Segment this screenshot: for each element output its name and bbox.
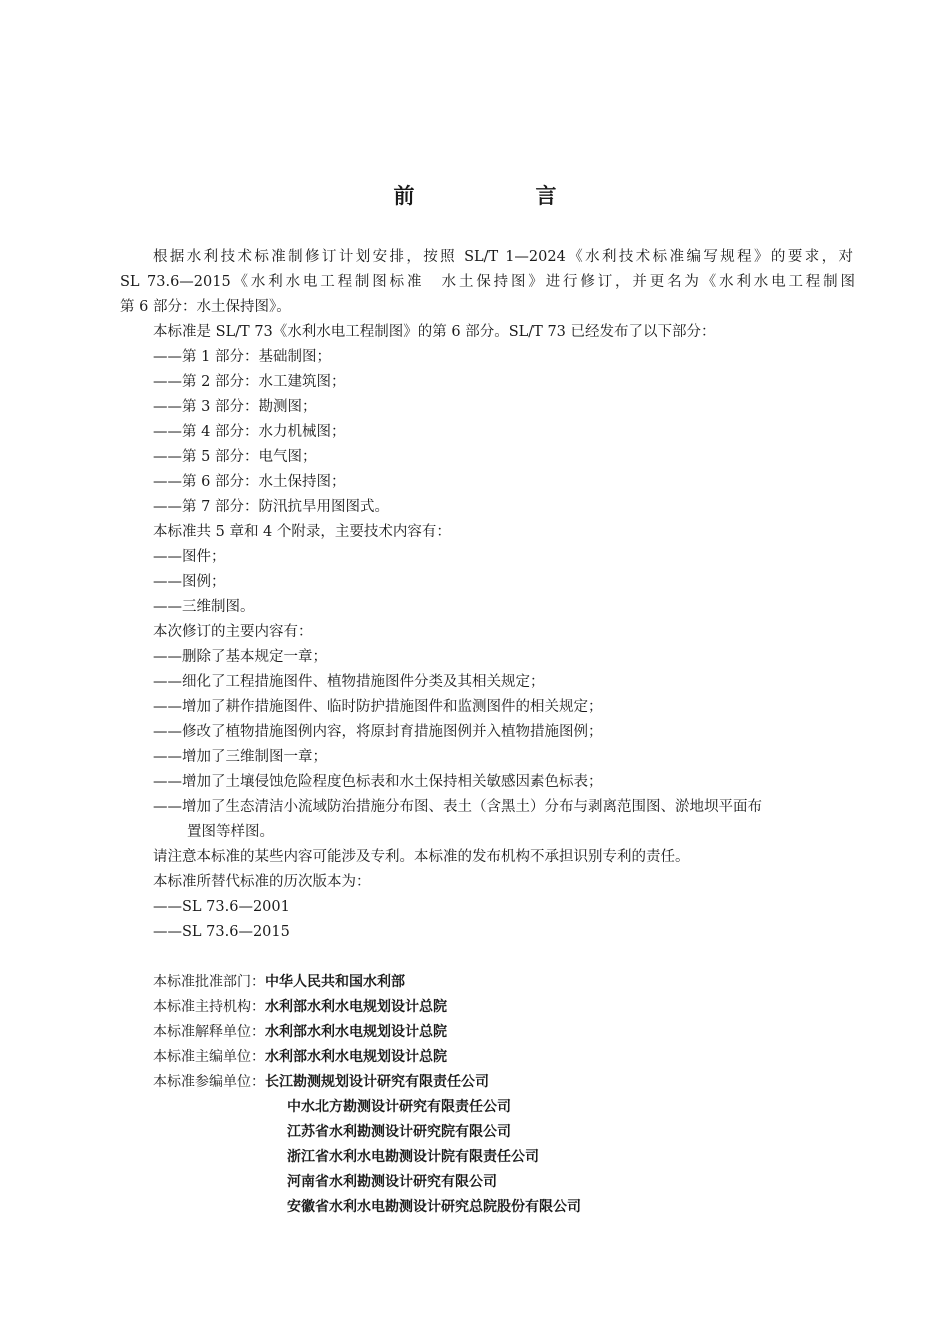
revision-item: ——增加了生态清洁小流域防治措施分布图、表土（含黑土）分布与剥离范围图、淤地坝平面布	[153, 799, 762, 815]
part-item: ——第 2 部分：水工建筑图；	[153, 374, 346, 390]
org-interpret-label: 本标准解释单位：	[153, 1024, 265, 1040]
content-intro: 本标准共 5 章和 4 个附录，主要技术内容有：	[153, 524, 451, 540]
org-interpret-value: 水利部水利水电规划设计总院	[265, 1024, 447, 1040]
org-interpret-row	[153, 1022, 447, 1042]
org-participants-label: 本标准参编单位：	[153, 1074, 265, 1090]
org-host-value: 水利部水利水电规划设计总院	[265, 999, 447, 1015]
revision-item: ——增加了土壤侵蚀危险程度色标表和水土保持相关敏感因素色标表；	[153, 774, 603, 790]
history-item: ——SL 73.6—2015	[153, 924, 290, 940]
org-participant: 安徽省水利水电勘测设计研究总院股份有限公司	[287, 1199, 581, 1215]
history-item: ——SL 73.6—2001	[153, 899, 290, 915]
intro-line-2: SL 73.6—2015《水利水电工程制图标准 水土保持图》进行修订，并更名为《水利水电工程制图	[120, 274, 855, 290]
parts-intro: 本标准是 SL/T 73《水利水电工程制图》的第 6 部分。SL/T 73 已经发布了以下部分：	[153, 324, 716, 340]
revision-item-continued: 置图等样图。	[187, 824, 274, 840]
org-chief-label: 本标准主编单位：	[153, 1049, 265, 1065]
revision-item: ——细化了工程措施图件、植物措施图件分类及其相关规定；	[153, 674, 545, 690]
org-approve-label: 本标准批准部门：	[153, 974, 265, 990]
revision-item: ——增加了三维制图一章；	[153, 749, 327, 765]
org-chief-value: 水利部水利水电规划设计总院	[265, 1049, 447, 1065]
content-item: ——三维制图。	[153, 599, 255, 615]
org-participant: 江苏省水利勘测设计研究院有限公司	[287, 1124, 511, 1140]
org-participants-row	[153, 1072, 489, 1092]
patent-note: 请注意本标准的某些内容可能涉及专利。本标准的发布机构不承担识别专利的责任。	[153, 849, 690, 865]
org-host-row	[153, 997, 447, 1017]
org-approve-row	[153, 972, 405, 992]
org-host-label: 本标准主持机构：	[153, 999, 265, 1015]
part-item: ——第 1 部分：基础制图；	[153, 349, 331, 365]
org-participant: 长江勘测规划设计研究有限责任公司	[265, 1074, 489, 1090]
intro-line-3: 第 6 部分：水土保持图》。	[120, 299, 291, 315]
org-approve-value: 中华人民共和国水利部	[265, 974, 405, 990]
org-participant: 河南省水利勘测设计研究有限公司	[287, 1174, 497, 1190]
revision-item: ——修改了植物措施图例内容，将原封育措施图例并入植物措施图例；	[153, 724, 603, 740]
revision-intro: 本次修订的主要内容有：	[153, 624, 313, 640]
org-chief-row	[153, 1047, 447, 1067]
page-title: 前 言	[393, 184, 607, 208]
org-participant: 浙江省水利水电勘测设计院有限责任公司	[287, 1149, 539, 1165]
intro-line-1: 根据水利技术标准制修订计划安排，按照 SL/T 1—2024《水利技术标准编写规程》的要求，对	[153, 249, 853, 265]
part-item: ——第 4 部分：水力机械图；	[153, 424, 346, 440]
revision-item: ——删除了基本规定一章；	[153, 649, 327, 665]
part-item: ——第 6 部分：水土保持图；	[153, 474, 346, 490]
content-item: ——图例；	[153, 574, 226, 590]
part-item: ——第 3 部分：勘测图；	[153, 399, 317, 415]
revision-item: ——增加了耕作措施图件、临时防护措施图件和监测图件的相关规定；	[153, 699, 603, 715]
history-intro: 本标准所替代标准的历次版本为：	[153, 874, 371, 890]
part-item: ——第 7 部分：防汛抗旱用图图式。	[153, 499, 389, 515]
content-item: ——图件；	[153, 549, 226, 565]
part-item: ——第 5 部分：电气图；	[153, 449, 317, 465]
org-participant: 中水北方勘测设计研究有限责任公司	[287, 1099, 511, 1115]
